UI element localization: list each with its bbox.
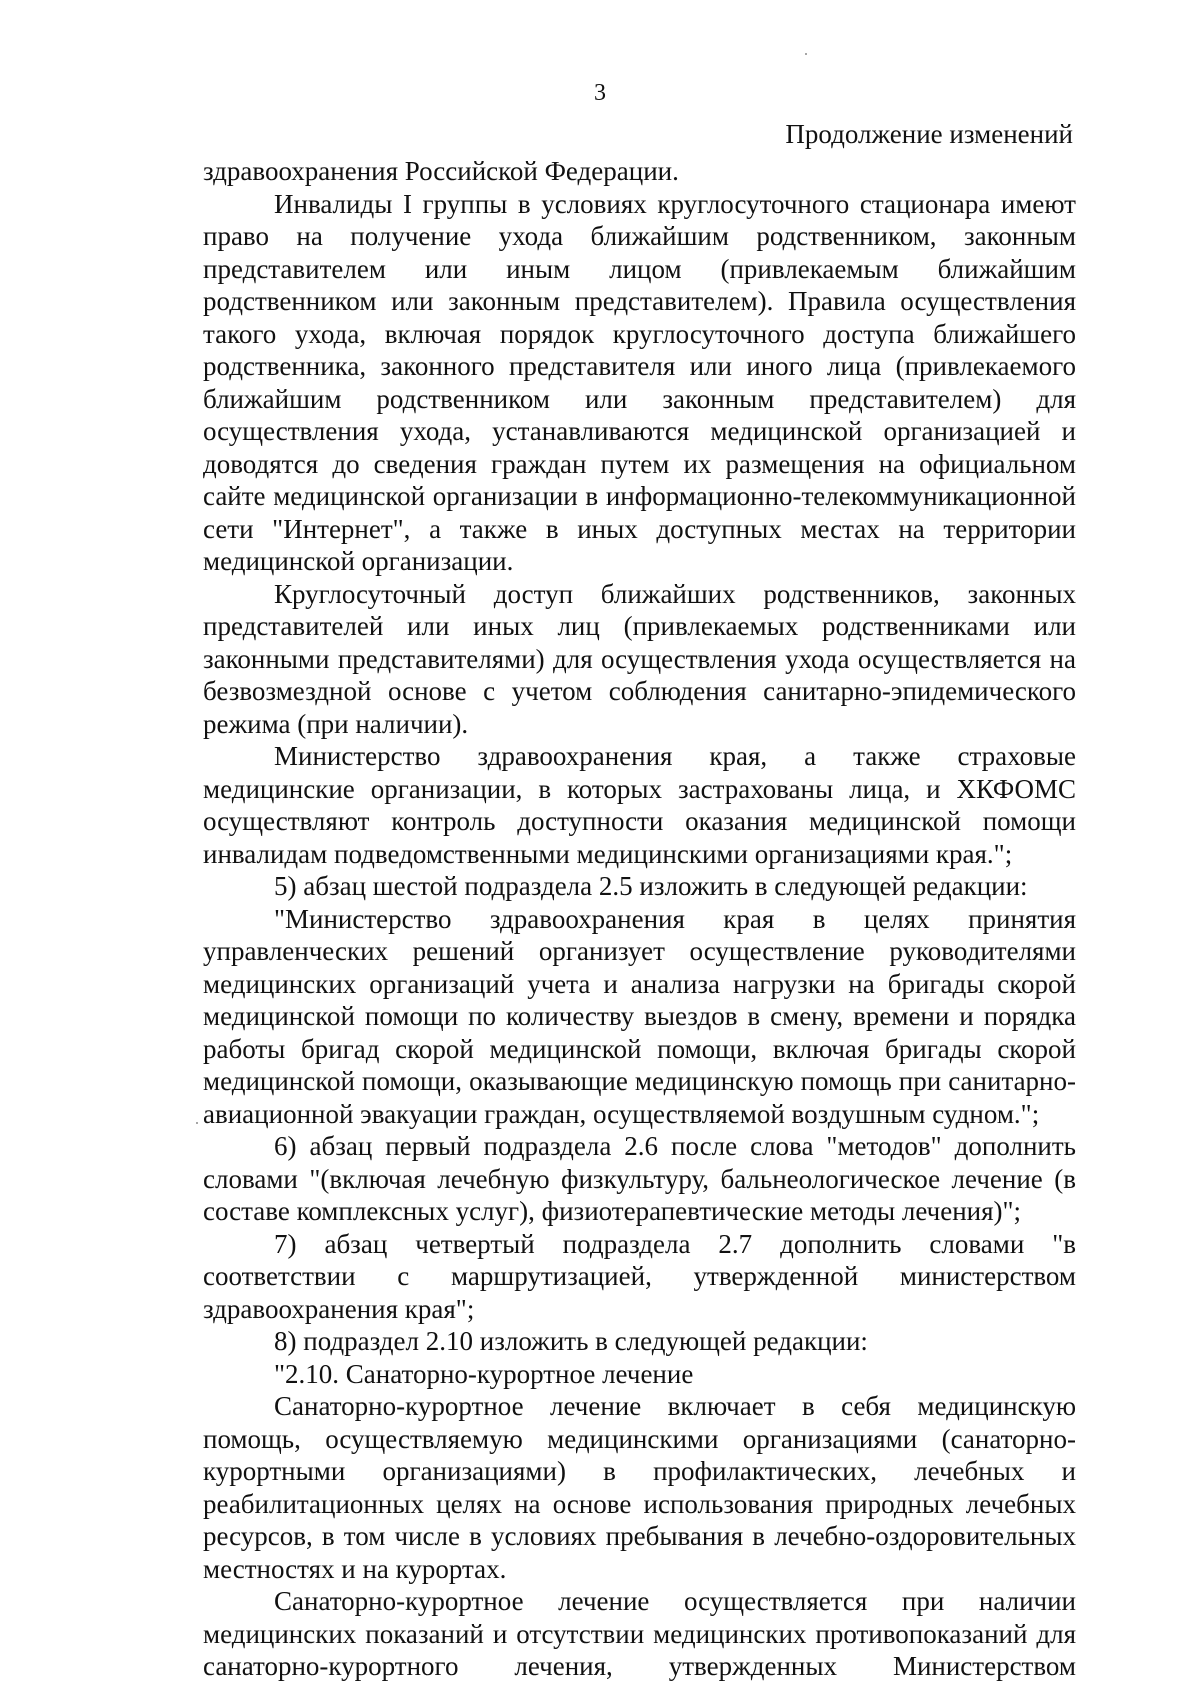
continuation-label: Продолжение изменений [785, 119, 1073, 149]
scan-speck [805, 53, 807, 55]
document-body [203, 155, 1076, 1683]
paragraph-10: "2.10. Санаторно-курортное лечение [274, 1358, 694, 1389]
paragraph-1: здравоохранения Российской Федерации. [203, 156, 679, 186]
paragraph-6: "Министерство здравоохранения края в целях принятия управленческих решений организует осуществление руководителями медицинских организаций учета и анализа нагрузки на бригады скорой медицинской помощи по количеству выездов в смену, времени и порядка работы бригад скорой медицинской помощи, включая бригады скорой медицинской помощи, оказывающие медицинскую помощь при санитарно-авиационной эвакуации граждан, осуществляемой воздушным судном."; [203, 903, 1076, 1129]
paragraph-7: 6) абзац первый подраздела 2.6 после слова "методов" дополнить словами "(включая лечебную физкультуру, бальнеологическое лечение (в составе комплексных услуг), физиотерапевтические методы лечения)"; [203, 1131, 1076, 1226]
paragraph-9: 8) подраздел 2.10 изложить в следующей редакции: [274, 1326, 868, 1356]
paragraph-5: 5) абзац шестой подраздела 2.5 изложить в следующей редакции: [274, 871, 1028, 901]
paragraph-3: Круглосуточный доступ ближайших родственников, законных представителей или иных лиц (привлекаемых родственниками или законными представителями) для осуществления ухода осуществляется на безвозмездной основе с учетом соблюдения санитарно-эпидемического режима (при наличии). [203, 578, 1076, 739]
scan-speck [196, 1122, 198, 1124]
page-number: 3 [594, 80, 606, 106]
paragraph-12: Санаторно-курортное лечение осуществляется при наличии медицинских показаний и отсутствии медицинских противопоказаний для санаторно-курортного лечения, утвержденных Министерством [203, 1586, 1076, 1681]
paragraph-4: Министерство здравоохранения края, а также страховые медицинские организации, в которых застрахованы лица, и ХКФОМС осуществляют контроль доступности оказания медицинской помощи инвалидам подведомственными медицинскими организациями края."; [203, 741, 1076, 869]
paragraph-8: 7) абзац четвертый подраздела 2.7 дополнить словами "в соответствии с маршрутизацией, утвержденной министерством здравоохранения края"; [203, 1228, 1076, 1324]
paragraph-11: Санаторно-курортное лечение включает в себя медицинскую помощь, осуществляемую медицинскими организациями (санаторно-курортными организациями) в профилактических, лечебных и реабилитационных целях на основе использования природных лечебных ресурсов, в том числе в условиях пребывания в лечебно-оздоровительных местностях и на курортах. [203, 1391, 1076, 1584]
paragraph-2: Инвалиды I группы в условиях круглосуточного стационара имеют право на получение ухода ближайшим родственником, законным представителем или иным лицом (привлекаемым ближайшим родственником или законным представителем). Правила осуществления такого ухода, включая порядок круглосуточного доступа ближайшего родственника, законного представителя или иного лица (привлекаемого ближайшим родственником или законным представителем) для осуществления ухода, устанавливаются медицинской организацией и доводятся до сведения граждан путем их размещения на официальном сайте медицинской организации в информационно-телекоммуникационной сети "Интернет", а также в иных доступных местах на территории медицинской организации. [203, 188, 1076, 576]
